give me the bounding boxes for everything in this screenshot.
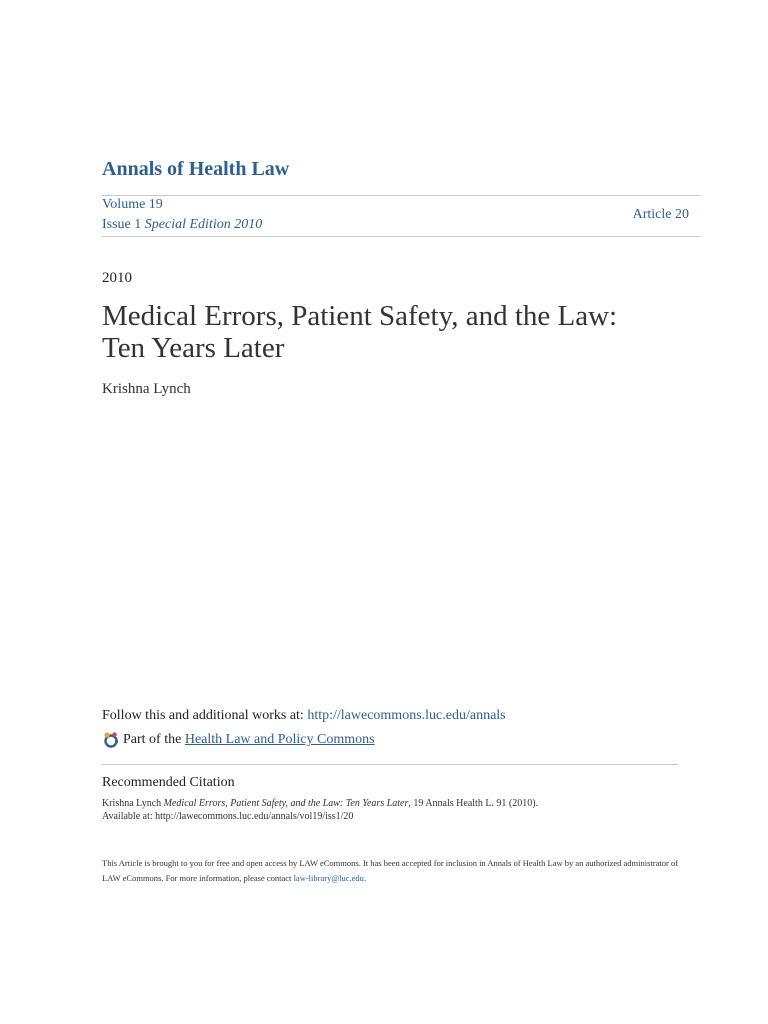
follow-text: Follow this and additional works at: xyxy=(102,708,304,723)
article-title: Medical Errors, Patient Safety, and the Law: Ten Years Later xyxy=(102,300,618,364)
footer-text: This Article is brought to you for free and open access by LAW eCommons. It has been accepted for inclusion in Annals of Health Law by an authorized administrator of LAW eCommons. For more information, please contact xyxy=(102,858,679,883)
article-number-link[interactable]: Article 20 xyxy=(632,207,689,222)
article-author: Krishna Lynch xyxy=(102,381,191,397)
part-of-line xyxy=(102,731,375,749)
issue-number: Issue 1 xyxy=(102,217,142,232)
health-law-commons-link[interactable]: Health Law and Policy Commons xyxy=(184,732,375,747)
recommended-citation-heading: Recommended Citation xyxy=(102,775,235,790)
footer-end: . xyxy=(363,873,367,883)
journal-title[interactable]: Annals of Health Law xyxy=(102,158,290,180)
citation-available: Available at: http://lawecommons.luc.edu/annals/vol19/iss1/20 xyxy=(102,811,354,822)
network-commons-icon xyxy=(102,731,120,749)
issue-link[interactable] xyxy=(102,217,262,233)
access-footer-note xyxy=(102,856,682,886)
citation-author: Krishna Lynch xyxy=(102,798,162,809)
citation-source: , 19 Annals Health L. 91 (2010). xyxy=(408,798,539,809)
issue-special-edition: Special Edition 2010 xyxy=(144,217,263,232)
citation-title: Medical Errors, Patient Safety, and the Law: Ten Years Later xyxy=(163,798,409,809)
follow-line xyxy=(102,708,506,724)
citation-text xyxy=(102,797,682,823)
citation-top-rule xyxy=(102,764,678,765)
contact-email-link[interactable]: law-library@luc.edu xyxy=(293,873,364,883)
header-top-rule xyxy=(102,195,701,196)
publication-year: 2010 xyxy=(102,270,132,286)
volume-link[interactable]: Volume 19 xyxy=(102,197,163,212)
part-of-text: Part of the xyxy=(123,732,182,747)
header-bottom-rule xyxy=(102,236,701,237)
follow-url-link[interactable]: http://lawecommons.luc.edu/annals xyxy=(307,708,506,723)
